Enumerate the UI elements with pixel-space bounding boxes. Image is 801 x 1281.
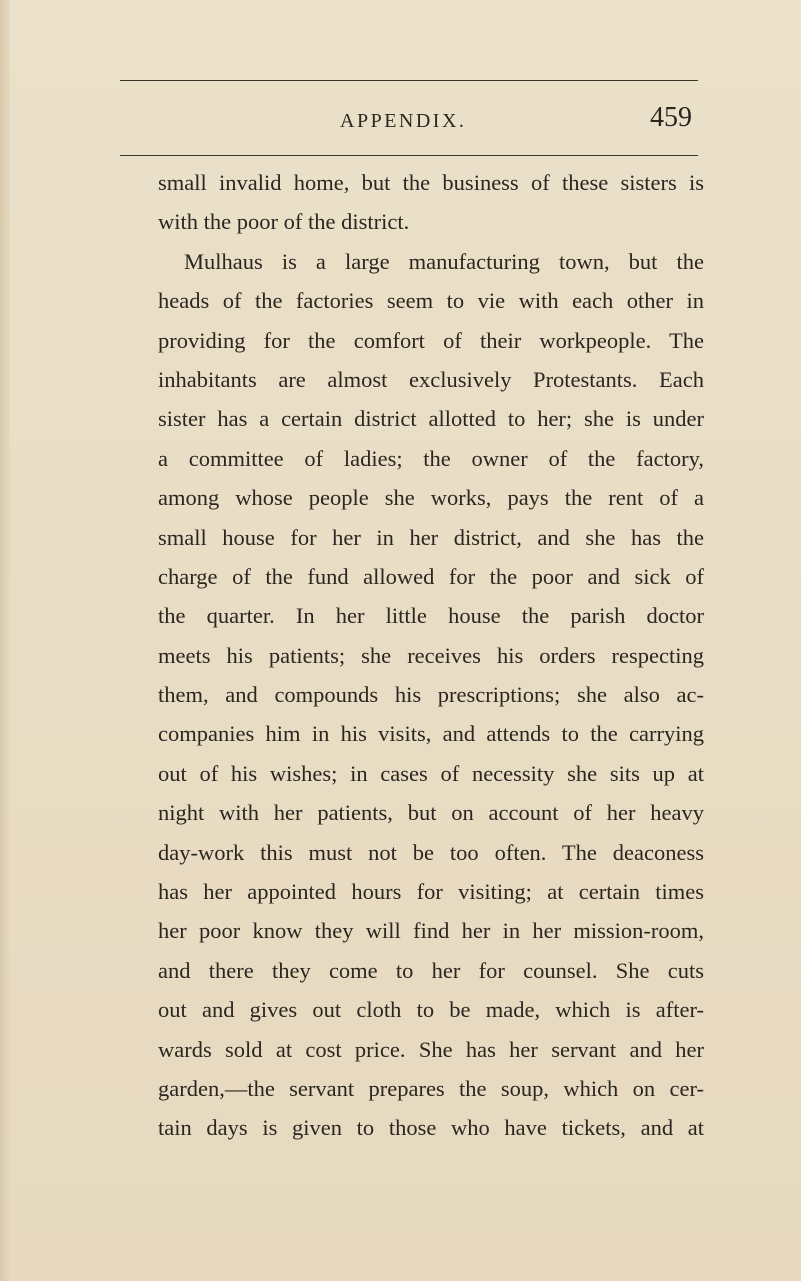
page-gutter-shadow: [0, 0, 10, 1281]
text-line: a committee of ladies; the owner of the factory,: [158, 445, 704, 471]
text-line: the quarter. In her little house the parish doctor: [158, 603, 704, 629]
text-line: heads of the factories seem to vie with each other in: [158, 288, 704, 314]
text-line: sister has a certain district allotted to her; she is under: [158, 406, 704, 432]
text-line: out of his wishes; in cases of necessity she sits up at: [158, 760, 704, 786]
text-line: among whose people she works, pays the rent of a: [158, 485, 704, 511]
page-number: 459: [650, 102, 692, 133]
text-line: and there they come to her for counsel. She cuts: [158, 957, 704, 983]
text-line: Mulhaus is a large manufacturing town, but the: [184, 248, 704, 274]
text-line: inhabitants are almost exclusively Protestants. Each: [158, 366, 704, 392]
running-head-title: APPENDIX.: [340, 110, 467, 132]
text-line: companies him in his visits, and attends to the carrying: [158, 721, 704, 747]
text-line: her poor know they will find her in her mission-room,: [158, 918, 704, 944]
text-line: day-work this must not be too often. The deaconess: [158, 839, 704, 865]
text-line: them, and compounds his prescriptions; she also ac-: [158, 682, 704, 708]
text-line: small house for her in her district, and she has the: [158, 524, 704, 550]
text-line: out and gives out cloth to be made, which is after-: [158, 997, 704, 1023]
header-rule-bottom: [120, 155, 698, 156]
text-line: tain days is given to those who have tickets, and at: [158, 1115, 704, 1141]
text-line: providing for the comfort of their workpeople. The: [158, 327, 704, 353]
body-text: [158, 163, 704, 1148]
text-line: small invalid home, but the business of these sisters is: [158, 170, 704, 195]
header-rule-top: [120, 80, 698, 81]
text-line: with the poor of the district.: [158, 209, 410, 235]
text-line: charge of the fund allowed for the poor and sick of: [158, 563, 704, 589]
text-line: wards sold at cost price. She has her servant and her: [158, 1036, 704, 1062]
running-head: [120, 100, 698, 140]
text-line: has her appointed hours for visiting; at certain times: [158, 879, 704, 905]
text-line: night with her patients, but on account of her heavy: [158, 800, 704, 826]
text-line: meets his patients; she receives his orders respecting: [158, 642, 704, 668]
text-line: garden,—the servant prepares the soup, which on cer-: [158, 1075, 704, 1101]
